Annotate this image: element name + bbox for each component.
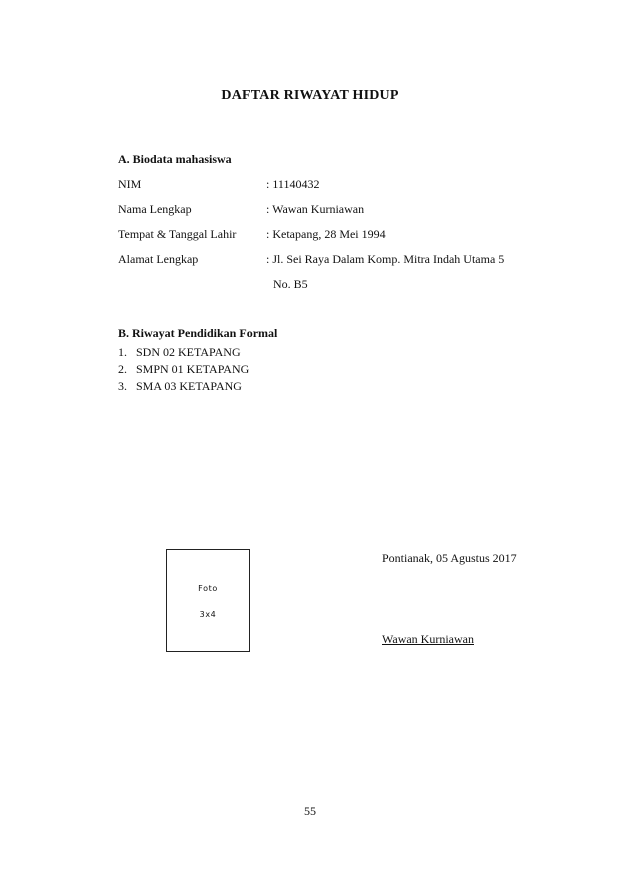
education-item-number: 3. (118, 379, 127, 393)
address-value: : Jl. Sei Raya Dalam Komp. Mitra Indah Utama 5 (266, 252, 505, 266)
page-title: DAFTAR RIWAYAT HIDUP (221, 88, 399, 103)
birth-value: : Ketapang, 28 Mei 1994 (266, 227, 386, 241)
education-item: SDN 02 KETAPANG (136, 345, 241, 359)
full-name-label: Nama Lengkap (118, 202, 192, 216)
education-item-number: 1. (118, 345, 127, 359)
photo-placeholder (166, 549, 250, 652)
education-item: SMA 03 KETAPANG (136, 379, 242, 393)
education-item: SMPN 01 KETAPANG (136, 362, 250, 376)
section-a-heading: A. Biodata mahasiswa (118, 152, 232, 166)
page-number: 55 (304, 804, 316, 818)
education-item-number: 2. (118, 362, 127, 376)
address-label: Alamat Lengkap (118, 252, 199, 266)
nim-value: : 11140432 (266, 177, 320, 191)
address-continuation: No. B5 (273, 277, 308, 291)
section-b-heading: B. Riwayat Pendidikan Formal (118, 326, 278, 340)
photo-size-label: 3x4 (199, 610, 217, 619)
photo-label: Foto (198, 584, 218, 593)
full-name-value: : Wawan Kurniawan (266, 202, 365, 216)
birth-label: Tempat & Tanggal Lahir (118, 227, 237, 241)
nim-label: NIM (118, 177, 142, 191)
signature-place-date: Pontianak, 05 Agustus 2017 (382, 551, 517, 565)
signature-name: Wawan Kurniawan (382, 632, 474, 646)
